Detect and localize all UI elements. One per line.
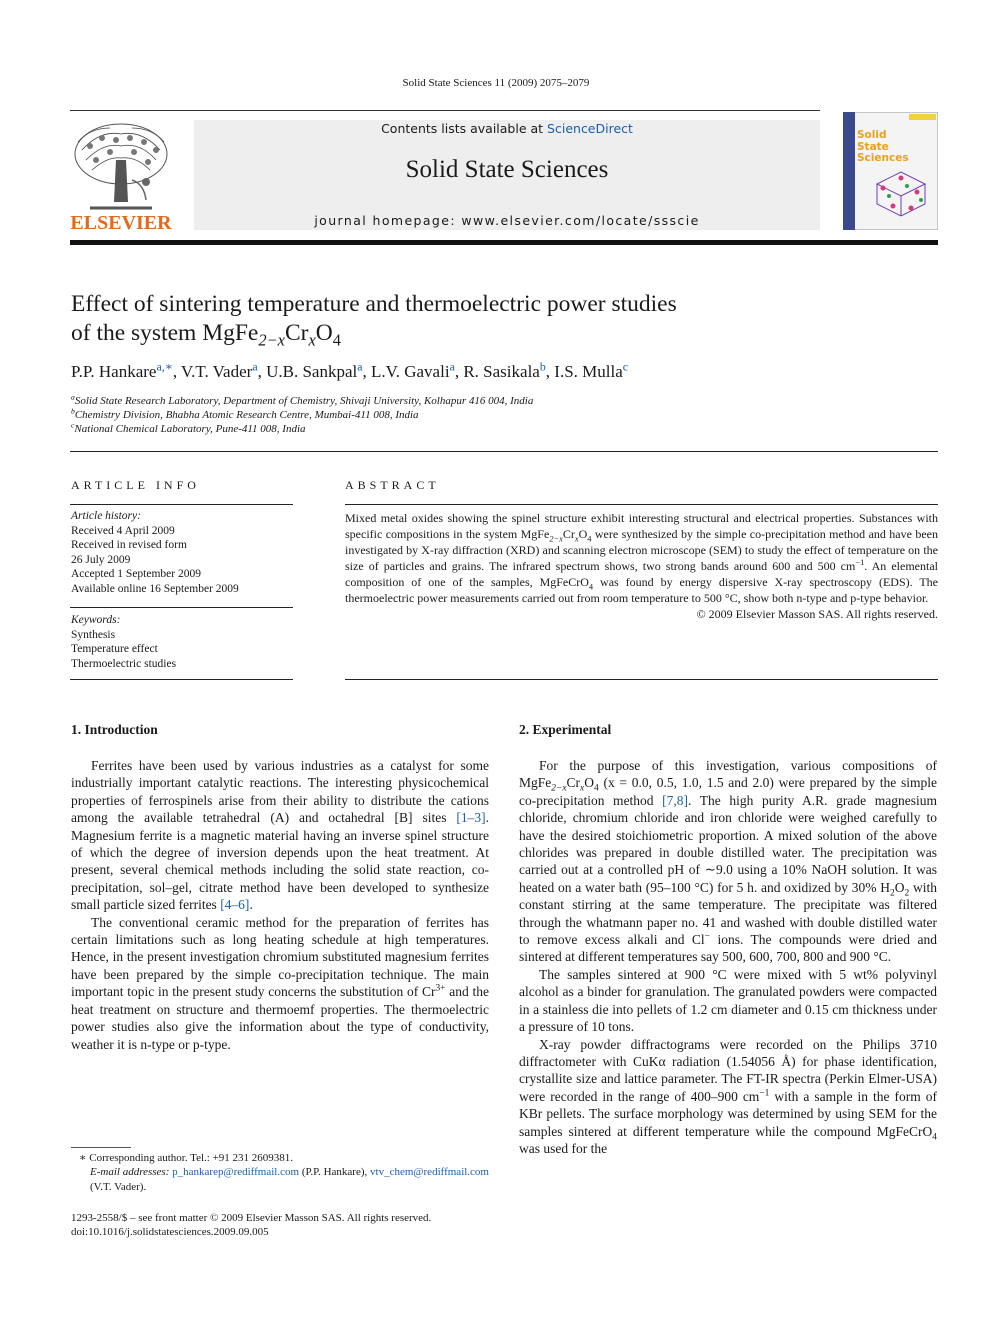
paragraph: For the purpose of this investigation, various compositions of $MgFe_{2-x}Cr_xO_4$ (x = 0.0, 0.5, 1.0, 1.5 and 2.0) were prepared by the simple co-precipitation method [7,8]. The high purity A.R. grade magnesium chloride, chromium chloride and iron chloride were weighed carefully to have the desired stoichiometric proportion. A mixed solution of the above chlorides was prepared in double distilled water. The precipitation was carried out at a controlled pH of ∼9.0 using a 10% NaOH solution. It was heated on a water bath (95–100 °C) for 5 h. and oxidized by 30% $H_2O_2$ with constant stirring at the same temperature. The precipitate was filtered through the whatmann paper no. 41 and washed with double distilled water to remove excess alkali and Cl− ions. The compounds were dried and sintered at different temperatures say 500, 600, 700, 800 and 900 °C. bbox=[519, 758, 937, 965]
affiliation: $^b$Chemistry Division, Bhabha Atomic Research Centre, Mumbai-411 008, India bbox=[71, 406, 419, 421]
contents-line bbox=[194, 121, 820, 136]
paragraph: The conventional ceramic method for the preparation of ferrites has certain limitations such as long heating schedule at high temperatures. Hence, in the present investigation chromium substituted magnesium ferrites have been prepared by the simple co-precipitation technique. The main important topic in the present study concerns the substitution of $Cr^{3+}$ and the heat treatment on structure and thermoemf properties. The thermoelectric power studies also give the information about the type of conductivity, weather it is n-type or p-type. bbox=[71, 914, 489, 1052]
paragraph: X-ray powder diffractograms were recorded on the Philips 3710 diffractometer with CuKα radiation (1.54056 Å) for phase identification, crystallite size and lattice parameter. The FT-IR spectra (Perkin Elmer-USA) were recorded in the range of 400–900 $cm^{-1}$ with a sample in the form of KBr pellets. The surface morphology was determined by using SEM for the samples sintered at different temperature while the compound MgFeCrO$_4$ was used for the bbox=[519, 1036, 937, 1156]
author[interactable]: P.P. Hankare$^{a,∗}$ bbox=[71, 359, 173, 381]
affiliation: $^a$Solid State Research Laboratory, Department of Chemistry, Shivaji University, Kolhapur 416 004, India bbox=[71, 392, 534, 407]
author[interactable]: V.T. Vader$^a$ bbox=[181, 359, 258, 381]
footnote-rule bbox=[71, 1147, 131, 1148]
contents-prefix: Contents lists available at bbox=[381, 121, 548, 136]
elsevier-wordmark: ELSEVIER bbox=[70, 212, 172, 234]
divider bbox=[70, 504, 293, 505]
citation-link[interactable]: [7,8] bbox=[662, 792, 689, 808]
copyright: © 2009 Elsevier Masson SAS. All rights reserved. bbox=[696, 607, 938, 621]
journal-cover-image bbox=[843, 112, 938, 230]
sciencedirect-link[interactable]: ScienceDirect bbox=[547, 121, 633, 136]
section-heading-introduction: 1. Introduction bbox=[71, 722, 158, 737]
elsevier-tree-logo-icon bbox=[70, 120, 172, 215]
section-heading-experimental: 2. Experimental bbox=[519, 722, 612, 737]
footnotes: ∗ Corresponding author. Tel.: +91 231 2609381. E-mail addresses: p_hankarep@rediffmail.com (P.P. Hankare), vtv_chem@rediffmail.com (V.T. Vader). bbox=[79, 1152, 489, 1193]
divider bbox=[345, 504, 938, 505]
header-rule-thin bbox=[70, 110, 820, 111]
journal-title: Solid State Sciences bbox=[405, 156, 609, 183]
cover-title: Solid State Sciences bbox=[857, 129, 909, 164]
citation-link[interactable]: [4–6] bbox=[220, 897, 250, 913]
citation-link[interactable]: [1–3] bbox=[456, 810, 486, 826]
journal-reference: Solid State Sciences 11 (2009) 2075–2079 bbox=[402, 77, 590, 89]
header-rule-thick bbox=[70, 240, 938, 245]
journal-homepage[interactable]: journal homepage: www.elsevier.com/locate/ssscie bbox=[314, 213, 700, 228]
abstract-heading: ABSTRACT bbox=[345, 478, 440, 492]
author[interactable]: L.V. Gavali$^a$ bbox=[371, 359, 455, 381]
article-title: Effect of sintering temperature and thermoelectric power studies of the system $MgFe_{2-x}Cr_xO_4$ bbox=[71, 291, 677, 350]
introduction-body bbox=[71, 757, 489, 1053]
elsevier-logo bbox=[70, 120, 172, 232]
affiliation: $^c$National Chemical Laboratory, Pune-411 008, India bbox=[71, 420, 306, 435]
author[interactable]: U.B. Sankpal$^a$ bbox=[266, 359, 363, 381]
divider bbox=[70, 451, 938, 452]
author[interactable]: R. Sasikala$^b$ bbox=[463, 359, 546, 381]
author-list: P.P. Hankare$^{a,∗}$, V.T. Vader$^a$, U.B. Sankpal$^a$, L.V. Gavali$^a$, R. Sasikala$^b$, I.S. Mulla$^c$ bbox=[71, 359, 629, 381]
email-link[interactable]: p_hankarep@rediffmail.com bbox=[172, 1166, 300, 1179]
experimental-body bbox=[519, 757, 937, 1157]
paragraph: The samples sintered at 900 °C were mixed with 5 wt% polyvinyl alcohol as a binder for granulation. The granulated powders were compacted in a stainless die into pellets of 1.2 cm diameter and 0.15 cm thickness under a pressure of 10 tons. bbox=[519, 966, 937, 1035]
article-info-heading: ARTICLE INFO bbox=[71, 478, 200, 492]
paragraph: Ferrites have been used by various industries as a catalyst for some industrially important catalytic reactions. The interesting physicochemical properties of ferrospinels arise from their ability to distribute the cations among the available tetrahedral (A) and octahedral [B] sites [1–3]. Magnesium ferrite is a magnetic material having an inverse spinel structure of which the degree of inversion depends upon the heat treatment. At present, several chemical methods including the solid state reaction, co-precipitation, sol–gel, citrate method have been developed to synthesize small particle sized ferrites [4–6]. bbox=[71, 758, 489, 913]
article-history: Article history: Received 4 April 2009 Received in revised form 26 July 2009 Accepted 1 September 2009 Available online 16 September 2009 bbox=[71, 510, 239, 595]
email-link[interactable]: vtv_chem@rediffmail.com bbox=[370, 1166, 489, 1179]
divider bbox=[70, 679, 293, 680]
issn-line: 1293-2558/$ – see front matter © 2009 Elsevier Masson SAS. All rights reserved. bbox=[71, 1212, 432, 1224]
abstract-text: Mixed metal oxides showing the spinel structure exhibit interesting structural and electrical properties. Substances with specific compositions in the system $MgFe_{2-x}Cr_xO_4$ were synthesized by the simple co-precipitation method and have been investigated by X-ray diffraction (XRD) and scanning electron microscope (SEM) to study the effect of temperature on the size of particles and grains. The infrared spectrum shows, two strong bands around 600 and 500 $cm^{-1}$. An elemental composition of one of the samples, MgFeCrO$_4$ was found by energy dispersive X-ray spectroscopy (EDS). The thermoelectric power measurements carried out from room temperature to 500 °C, show both n-type and p-type behavior. © 2009 Elsevier Masson SAS. All rights reserved. bbox=[345, 511, 938, 621]
author[interactable]: I.S. Mulla$^c$ bbox=[554, 359, 629, 381]
divider bbox=[70, 607, 293, 608]
keywords: Keywords: Synthesis Temperature effect Thermoelectric studies bbox=[71, 614, 177, 670]
doi-line[interactable]: doi:10.1016/j.solidstatesciences.2009.09.005 bbox=[71, 1226, 269, 1238]
divider bbox=[345, 679, 938, 680]
